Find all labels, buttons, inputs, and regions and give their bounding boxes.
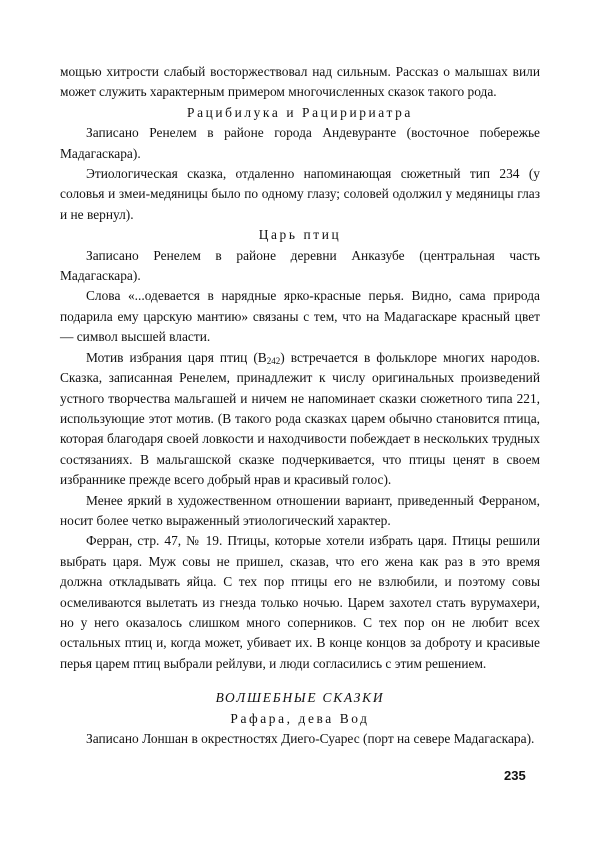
paragraph-recorded-andevurante: Записано Ренелем в районе города Андевуранте (восточное побережье Мадагаскара). bbox=[60, 125, 540, 161]
section-heading-king-of-birds: Царь птиц bbox=[258, 227, 342, 243]
paragraph-red-color-symbol: Слова «...одевается в нарядные ярко-красные перья. Видно, сама природа подарила ему царскую мантию» связаны с тем, что на Мадагаскаре красный цвет — символ высшей власти. bbox=[60, 288, 540, 345]
motif-text-after: ) встречается в фольклоре многих народов. Сказка, записанная Ренелем, принадлежит к числу оригинальных произведений устного творчества мальгашей и ничем не напоминает сказки сюжетного типа 221, использующие этот мотив. (В такого рода сказках царем обычно становится птица, которая благодаря своей ловкости и находчивости побеждает в нескольких трудных состязаниях. В мальгашской сказке подчеркивается, что птицы ценят в своем избраннике прежде всего добрый нрав и красивый голос). bbox=[60, 349, 540, 488]
motif-text-before: Мотив избрания царя птиц (B bbox=[86, 349, 267, 365]
paragraph-ferrand-summary: Ферран, стр. 47, № 19. Птицы, которые хотели избрать царя. Птицы решили выбрать царя. Муж совы не пришел, сказав, что его жена как раз в это время должна откладывать яйца. С тех пор птицы его не взлюбили, и поэтому совы осмеливаются вылетать из гнезда только ночью. Царем захотел стать вурумахери, но у него оказалось слишком много соперников. С тех пор он не любит всех остальных птиц и, когда может, убивает их. В конце концов за доброту и красивые перья царем птиц выбрали рейлуви, и люди согласились с этим решением. bbox=[60, 533, 540, 671]
paragraph-motif-election bbox=[60, 348, 540, 491]
paragraph-recorded-ankazube: Записано Ренелем в районе деревни Анказубе (центральная часть Мадагаскара). bbox=[60, 247, 540, 284]
paragraph-intro: мощью хитрости слабый восторжествовал над сильным. Рассказ о малышах вили может служить характерным примером многочисленных сказок такого рода. bbox=[60, 64, 540, 100]
page-number: 235 bbox=[504, 768, 526, 783]
paragraph-recorded-diego-suarez: Записано Лоншан в окрестностях Диего-Суарес (порт на севере Мадагаскара). bbox=[86, 731, 535, 746]
paragraph-etiological-tale: Этиологическая сказка, отдаленно напоминающая сюжетный тип 234 (у соловья и змеи-медяницы было по одному глазу; соловей одолжил у медяницы глаз и не вернул). bbox=[60, 166, 540, 222]
page-body bbox=[60, 62, 540, 749]
section-heading-magic-tales: ВОЛШЕБНЫЕ СКАЗКИ bbox=[215, 690, 385, 706]
section-heading-rafara: Рафара, дева Вод bbox=[230, 710, 370, 726]
paragraph-ferrand-variant: Менее яркий в художественном отношении вариант, приведенный Ферраном, носит более четко выраженный этиологический характер. bbox=[60, 492, 540, 528]
motif-subscript: 242 bbox=[266, 355, 281, 366]
section-heading-ratsibiluka: Рацибилука и Рациририатра bbox=[187, 104, 413, 120]
